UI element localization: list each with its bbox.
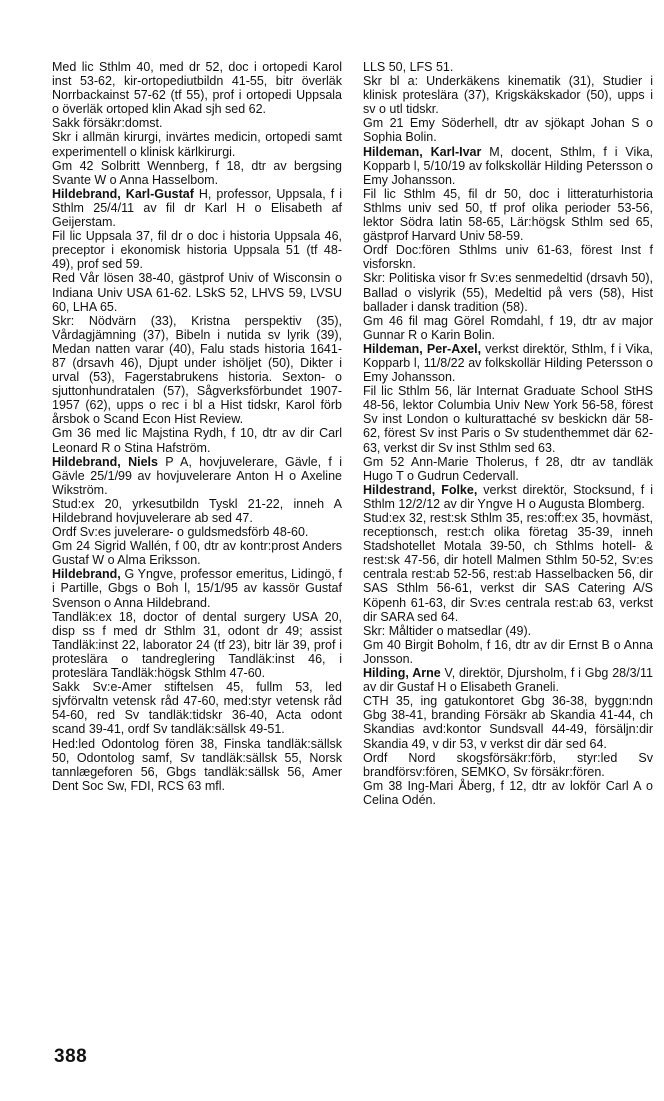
paragraph: [363, 314, 653, 342]
paragraph: [363, 342, 653, 384]
paragraph: [363, 271, 653, 313]
paragraph: [363, 624, 653, 638]
paragraph: [363, 243, 653, 271]
paragraph: [363, 751, 653, 779]
paragraph-text: Fil lic Uppsala 37, fil dr o doc i historia Uppsala 46, preceptor i ekonomisk historia Uppsala 51 (tf 48-49), prof sed 59.: [52, 229, 342, 272]
paragraph: [52, 271, 342, 313]
paragraph: [363, 694, 653, 750]
paragraph-text: Ordf Nord skogsförsäkr:förb, styr:led Sv brandförsv:fören, SEMKO, Sv försäkr:fören.: [363, 750, 653, 779]
paragraph: [363, 666, 653, 694]
paragraph-text: Gm 38 Ing-Mari Åberg, f 12, dtr av lokför Carl A o Celina Odén.: [363, 778, 653, 807]
paragraph-text: Gm 42 Solbritt Wennberg, f 18, dtr av bergsing Svante W o Anna Hasselbom.: [52, 158, 342, 187]
paragraph-text: Skr: Politiska visor fr Sv:es senmedeltid (drsavh 50), Ballad o vislyrik (55), Medeltid på vers (58), Hist ballader i dansk tradition (58).: [363, 271, 653, 314]
paragraph-text: Red Vår lösen 38-40, gästprof Univ of Wisconsin o Indiana Univ USA 61-62. LSkS 52, LHVS 59, LVSU 60, LHA 65.: [52, 271, 342, 314]
paragraph-text: H, professor, Uppsala, f i Sthlm 25/4/11 av fil dr Karl H o Elisabeth af Geijerstam.: [52, 186, 342, 230]
paragraph: [52, 314, 342, 427]
entry-name: Hildestrand, Folke,: [363, 482, 478, 497]
entry-name: Hildeman, Karl-Ivar: [363, 144, 482, 159]
paragraph: [363, 455, 653, 483]
paragraph: [52, 60, 342, 116]
entry-name: Hildebrand,: [52, 567, 121, 582]
paragraph-text: G Yngve, professor emeritus, Lidingö, f i Partille, Gbgs o Boh l, 15/1/95 av kassör Gustaf Svenson o Anna Hildebrand.: [52, 567, 342, 610]
paragraph-text: Med lic Sthlm 40, med dr 52, doc i ortopedi Karol inst 53-62, kir-ortopediutbildn 41-55, bitr överläk Norrbackainst 57-62 (tf 55), prof i ortopedi Uppsala o överläk ortoped klin Akad sjh sed 62.: [52, 60, 342, 117]
left-column: [52, 60, 342, 793]
entry-name: Hildebrand, Niels: [52, 454, 158, 469]
paragraph-text: Gm 24 Sigrid Wallén, f 00, dtr av kontr:prost Anders Gustaf W o Alma Eriksson.: [52, 539, 342, 568]
paragraph: [52, 159, 342, 187]
paragraph: [52, 525, 342, 539]
paragraph-text: Gm 40 Birgit Boholm, f 16, dtr av dir Ernst B o Anna Jonsson.: [363, 637, 653, 666]
entry-name: Hilding, Arne: [363, 666, 441, 681]
paragraph: [52, 539, 342, 567]
paragraph-text: CTH 35, ing gatukontoret Gbg 36-38, byggn:ndn Gbg 38-41, branding Försäkr ab Skandia 41-44, ch Skandias avd:kontor Sundsvall 44-49, försäljn:dir Skandia 49, v dir 53, v verkst dir där sed 64.: [363, 694, 653, 751]
paragraph: [363, 511, 653, 624]
paragraph-text: P A, hovjuvelerare, Gävle, f i Gävle 25/1/99 av hovjuvelerare Anton H o Axeline Wikström.: [52, 454, 342, 497]
paragraph-text: Stud:ex 20, yrkesutbildn Tyskl 21-22, inneh A Hildebrand hovjuvelerare ab sed 47.: [52, 496, 342, 525]
paragraph-text: verkst direktör, Sthlm, f i Vika, Kopparb l, 11/8/22 av folkskollär Hilding Petersson o Emy Johansson.: [363, 341, 653, 385]
paragraph: [52, 130, 342, 158]
paragraph-text: Skr: Nödvärn (33), Kristna perspektiv (35), Vårdagjämning (37), Bibeln i nutida sv lyrik (39), Medan natten varar (40), Falu stads historia 1641-87 (drsavh 46), Djupt under ishöljet (50), Dikter i urval (53), Fagerstabrukens historia. Sexton- o sjuttonhundratalen (57), Sågverksförbundet 1907-1957 (62), upps o rec i bl a Hist tidskr, Karol förb årsbok o Scand Econ Hist Review.: [52, 313, 342, 427]
paragraph-text: Gm 36 med lic Majstina Rydh, f 10, dtr av dir Carl Leonard R o Stina Hafström.: [52, 426, 342, 455]
paragraph: [363, 638, 653, 666]
paragraph-text: Hed:led Odontolog fören 38, Finska tandläk:sällsk 50, Odontolog samf, Sv tandläk:sällsk 55, Norsk tannlægeforen 56, Gbgs tandläk:sällsk 56, Amer Dent Soc Sw, FDI, RCS 63 mfl.: [52, 736, 342, 793]
paragraph-text: Fil lic Sthlm 56, lär Internat Graduate School StHS 48-56, lektor Columbia Univ New York 56-58, förest Sv inst London o kulturattaché sv beskickn där 58-62, förest Sv inst Paris o Sv studenthemmet där 62-63, verkst dir Sv inst Sthlm sed 63.: [363, 384, 653, 455]
paragraph-text: Gm 52 Ann-Marie Tholerus, f 28, dtr av tandläk Hugo T o Gudrun Cedervall.: [363, 454, 653, 483]
paragraph: [363, 116, 653, 144]
paragraph: [363, 483, 653, 511]
paragraph-text: Skr: Måltider o matsedlar (49).: [363, 623, 532, 638]
paragraph-text: verkst direktör, Stocksund, f i Sthlm 12/2/12 av dir Yngve H o Augusta Blomberg.: [363, 482, 653, 511]
paragraph-text: M, docent, Sthlm, f i Vika, Kopparb l, 5/10/19 av folkskollär Hilding Petersson o Emy Johansson.: [363, 144, 653, 187]
paragraph: [363, 779, 653, 807]
paragraph-text: Ordf Sv:es juvelerare- o guldsmedsförb 48-60.: [52, 525, 309, 540]
paragraph-text: Skr i allmän kirurgi, invärtes medicin, ortopedi samt experimentell o klinisk kärlkirurgi.: [52, 130, 342, 159]
paragraph: [52, 116, 342, 130]
paragraph-text: Sakk Sv:e-Amer stiftelsen 45, fullm 53, led sjvförvaltn vetensk råd 47-60, med:styr vetensk råd 54-60, red Sv tandläk:tidskr 36-40, Acta odont scand 39-41, ordf Sv tandläk:sällsk 49-51.: [52, 680, 342, 737]
paragraph-text: Tandläk:ex 18, doctor of dental surgery USA 20, disp ss f med dr Sthlm 31, odont dr 49; assist Tandläk:inst 22, laborator 24 (tf 23), bitr lär 39, prof i proteslära o tandreglering Tandläk:inst 46, i proteslära Tandläk:högsk Sthlm 47-60.: [52, 609, 342, 681]
paragraph-text: Gm 21 Emy Söderhell, dtr av sjökapt Johan S o Sophia Bolin.: [363, 116, 653, 145]
paragraph: [52, 455, 342, 497]
paragraph-text: Gm 46 fil mag Görel Romdahl, f 19, dtr av major Gunnar R o Karin Bolin.: [363, 313, 653, 342]
right-column: [363, 60, 653, 807]
paragraph: [363, 60, 653, 74]
paragraph: [363, 145, 653, 187]
entry-name: Hildebrand, Karl-Gustaf: [52, 186, 194, 201]
paragraph: [363, 187, 653, 243]
paragraph-text: Skr bl a: Underkäkens kinematik (31), Studier i klinisk proteslära (37), Krigskäkskador (50), upps i sv o utl tidskr.: [363, 74, 653, 117]
paragraph: [363, 74, 653, 116]
paragraph-text: LLS 50, LFS 51.: [363, 60, 454, 74]
entry-name: Hildeman, Per-Axel,: [363, 341, 482, 356]
paragraph: [52, 567, 342, 609]
paragraph: [52, 229, 342, 271]
paragraph-text: Fil lic Sthlm 45, fil dr 50, doc i litteraturhistoria Sthlms univ sed 50, tf prof olika perioder 53-56, lektor Södra latin 58-65, Lär:högsk Sthlm sed 65, gästprof Harvard Univ 58-59.: [363, 186, 653, 244]
paragraph: [52, 610, 342, 680]
paragraph-text: Stud:ex 32, rest:sk Sthlm 35, res:off:ex 35, hovmäst, receptionsch, rest:ch olika företag 35-39, inneh Stadshotellet Motala 39-50, ch Sthlms hotell- & rest:sk 47-56, dir hotell Malmen Sthlm 50-52, Sv:es centrala rest:ab 52-56, rest:ab Hasselbacken 56, dir SAS Sthlm 56-61, verkst dir SAS Catering A/S Köpenh 61-63, dir Sv:es centrala rest:ab 63, verkst dir SARA sed 64.: [363, 511, 653, 624]
paragraph: [363, 384, 653, 454]
paragraph-text: V, direktör, Djursholm, f i Gbg 28/3/11 av dir Gustaf H o Elisabeth Graneli.: [363, 666, 653, 695]
paragraph-text: Sakk försäkr:domst.: [52, 116, 163, 131]
page-number: 388: [54, 1046, 88, 1067]
paragraph: [52, 680, 342, 736]
paragraph: [52, 497, 342, 525]
paragraph: [52, 426, 342, 454]
paragraph: [52, 737, 342, 793]
paragraph: [52, 187, 342, 229]
paragraph-text: Ordf Doc:fören Sthlms univ 61-63, förest Inst f visforskn.: [363, 243, 653, 272]
